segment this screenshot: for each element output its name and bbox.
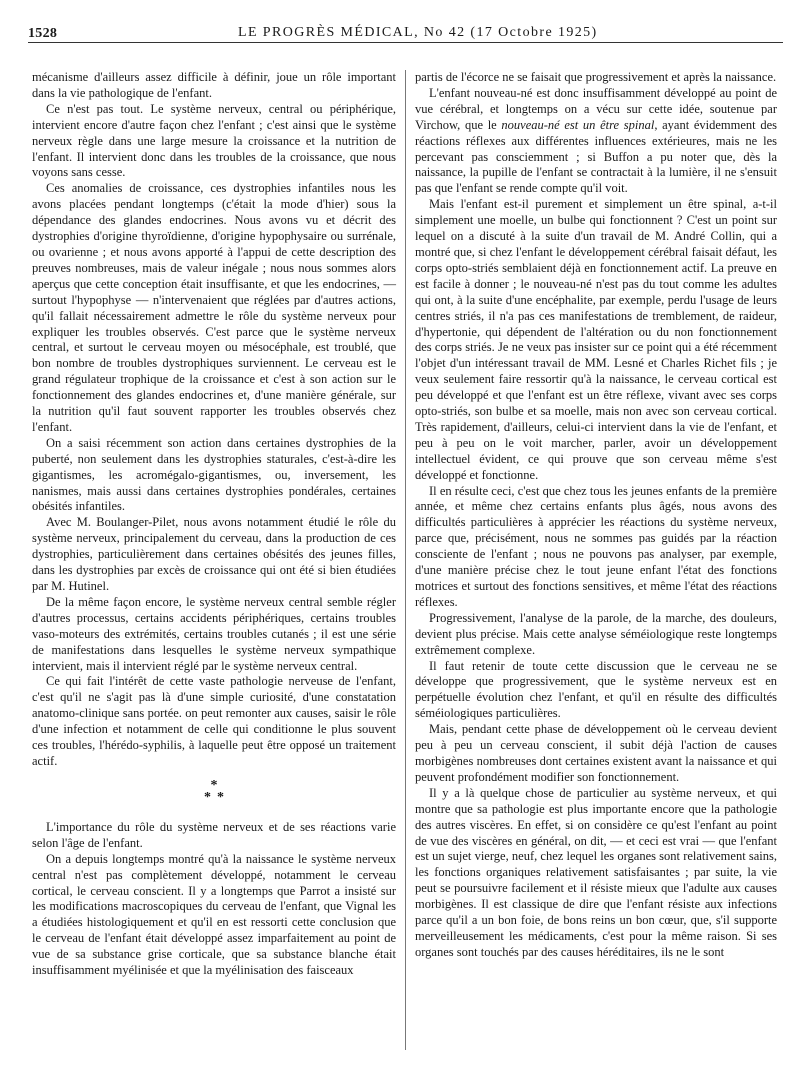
left-column	[32, 70, 396, 979]
paragraph: Mais, pendant cette phase de développement où le cerveau devient peu à peu un cerveau conscient, il subit déjà l'action de causes morbigènes nombreuses dont certaines existent avant la naissance et qui peuvent profondément modifier son fonctionnement.	[415, 722, 777, 784]
paragraph: Ces anomalies de croissance, ces dystrophies infantiles nous les avons placées pendant longtemps (c'était la mode d'hier) sous la dépendance des glandes endocrines. Nous avons vu et décrit des dystrophies d'origine thyroïdienne, d'origine hypophysaire ou surrénale, ou ovarienne ; et nous avons apporté à l'appui de cette description des preuves nombreuses, mais de valeur inégale ; nous nous sommes alors aperçus que cette conception était insuffisante, et que les endocrines, — surtout l'hypophyse — n'intervenaient que réglées par d'autres actions, qu'il fallait nécessairement admettre le rôle du système nerveux pour expliquer les troubles observés. C'est parce que le système nerveux central, et surtout le cerveau moyen ou mésocéphale, est troublé, que bon nombre de troubles dystrophiques surviennent. Le cerveau est le grand régulateur trophique de la croissance et c'est à son action sur le fonctionnement des glandes endocrines et, d'une manière générale, sur la nutrition qu'il faut souvent rapporter les troubles observés chez l'enfant.	[32, 181, 396, 434]
paragraph: De la même façon encore, le système nerveux central semble régler d'autres processus, certains accidents périphériques, certains troubles vaso-moteurs des extrémités, certains troubles cutanés ; il est une série de manifestations dans lesquelles le système nerveux sympathique intervient, mais il intervient réglé par le système nerveux central.	[32, 594, 396, 673]
paragraph: L'importance du rôle du système nerveux et de ses réactions varie selon l'âge de l'enfant.	[32, 819, 396, 850]
section-break-asterism: * **	[204, 777, 230, 805]
paragraph: mécanisme d'ailleurs assez difficile à définir, joue un rôle important dans la vie pathologique de l'enfant.	[32, 70, 396, 100]
paragraph: Mais l'enfant est-il purement et simplement un être spinal, a-t-il simplement une moelle, un bulbe qui fonctionnent ? C'est un point sur lequel on a discuté à la suite d'un travail de M. André Collin, qui a montré que, si chez l'enfant le développement cérébral faisait défaut, les corps opto-striés semblaient déjà en fonctionnement actif. La preuve en est facile à donner ; le nouveau-né n'est pas du tout comme les adultes qui ont, à la suite d'une encéphalite, par exemple, perdu l'usage de leurs centres striés, il n'a pas ces manifestations de tremblement, de raideur, d'hypertonie, qui dépendent de l'altération ou du non fonctionnement des corps striés. Je ne veux pas insister sur ce point qui a été récemment l'objet d'un intéressant travail de MM. Lesné et Charles Richet fils ; je veux seulement faire ressortir qu'à la naissance, le cerveau cortical est peu développé et que l'enfant est un être réflexe, vivant avec ses corps opto-striés, son bulbe et sa moelle, mais non avec son cerveau cortical. Très rapidement, d'ailleurs, celui-ci intervient dans la vie de l'enfant, et peu à peu on le voit marcher, parler, avoir un développement intellectuel évident, ce qui prouve que son cerveau même s'est développé et fonctionne.	[415, 197, 777, 482]
page-header	[28, 12, 783, 43]
paragraph: Progressivement, l'analyse de la parole, de la marche, des douleurs, devient plus précise. Mais cette analyse séméiologique reste longtemps extrêmement complexe.	[415, 610, 777, 657]
paragraph: partis de l'écorce ne se faisait que progressivement et après la naissance.	[415, 70, 777, 84]
paragraph: Il en résulte ceci, c'est que chez tous les jeunes enfants de la première année, et même chez certains enfants plus âgés, nous avons des difficultés particulières à apprécier les réactions du système nerveux, parce que, précisément, nous ne sommes pas guidés par la réaction consciente de l'enfant ; nous ne pouvons pas analyser, par exemple, d'une manière précise chez le tout jeune enfant l'état des fonctions motrices et surtout des fonctions sensitives, et même l'état des réactions réflexes.	[415, 483, 777, 609]
text-run: L'enfant nouveau-né est donc insuffisamment développé au point de vue cérébral, et longtemps on a vécu sur cette idée, soutenue par Virchow, que le	[415, 85, 777, 132]
paragraph: Ce n'est pas tout. Le système nerveux, central ou périphérique, intervient encore d'autre façon chez l'enfant ; c'est ainsi que le système nerveux règle dans une large mesure la croissance et la nutrition de l'enfant. Il intervient donc dans les troubles de la croissance, que nous voyons sans cesse.	[32, 101, 396, 180]
page-number: 1528	[28, 26, 58, 41]
italic-phrase: nouveau-né est un être spinal	[501, 117, 655, 132]
paragraph: Ce qui fait l'intérêt de cette vaste pathologie nerveuse de l'enfant, c'est qu'il ne s'agit pas là d'une simple curiosité, d'une constatation anatomo-clinique sans portée. on peut remonter aux causes, saisir le rôle d'une infection et notamment de celle qui conditionne le plus souvent ces troubles, l'hérédo-syphilis, à laquelle peut être opposé un traitement actif.	[32, 674, 396, 768]
paragraph: On a saisi récemment son action dans certaines dystrophies de la puberté, non seulement dans les dystrophies staturales, c'est-à-dire les gigantismes, les acromégalo-gigantismes, ou, inversement, les nanismes, mais aussi dans certaines dystrophies pondérales, certaines obésités infantiles.	[32, 435, 396, 514]
column-divider	[405, 70, 406, 1050]
paragraph: Avec M. Boulanger-Pilet, nous avons notamment étudié le rôle du système nerveux, principalement du cerveau, dans la production de ces dystrophies, particulièrement dans certaines obésités des jeunes filles, dans les dystrophies par excès de croissance qui ont été si bien étudiées par M. Hutinel.	[32, 515, 396, 593]
paragraph: Il y a là quelque chose de particulier au système nerveux, et qui montre que sa pathologie est plus importante encore que la pathologie des autres viscères. En effet, si on considère ce qu'est l'enfant au point de vue des viscères en général, on dit, — et ceci est vrai — que l'enfant est un sujet vierge, neuf, chez lequel les organes sont relativement sains, les fonctions organiques relativement satisfaisantes ; par suite, la vie peut se poursuivre facilement et il résiste mieux que l'adulte aux causes morbigènes. Il est classique de dire que l'enfant résiste aux infections parce qu'il a un bon foie, de bons reins un bon cœur, que, s'il supporte merveilleusement les médicaments, c'est pour la même raison. Si ses organes sont touchés par des causes héréditaires, ils ne le sont	[415, 785, 777, 959]
paragraph: Il faut retenir de toute cette discussion que le cerveau ne se développe que progressivement, que le système nerveux est en perpétuelle évolution chez l'enfant, et qu'il en résulte des difficultés séméiologiques particulières.	[415, 658, 777, 721]
text-run: , ayant évidemment des réactions réflexes aux différentes influences extérieures, mais ne les percevant pas consciemment ; si Buffon a pu noter que, dès la naissance, la pupille de l'enfant se contractait à la lumière, il ne s'ensuit pas que l'enfant se rende compte qu'il voit.	[415, 117, 777, 196]
right-column	[415, 70, 777, 961]
paragraph	[415, 86, 777, 197]
running-head: LE PROGRÈS MÉDICAL, No 42 (17 Octobre 1925)	[238, 25, 598, 40]
paragraph: On a depuis longtemps montré qu'à la naissance le système nerveux central n'est pas complètement développé, notamment le cerveau cortical, le cerveau conscient. Il y a longtemps que Parrot a insisté sur les modifications macroscopiques du cerveau de l'enfant, que Vignal les a étudiées histologiquement et qu'il en est ressorti cette conclusion que le cerveau de l'enfant était développé assez imparfaitement au point de vue de sa substance grise corticale, que sa substance blanche était insuffisamment myélinisée et que la myélinisation des faisceaux	[32, 851, 396, 978]
